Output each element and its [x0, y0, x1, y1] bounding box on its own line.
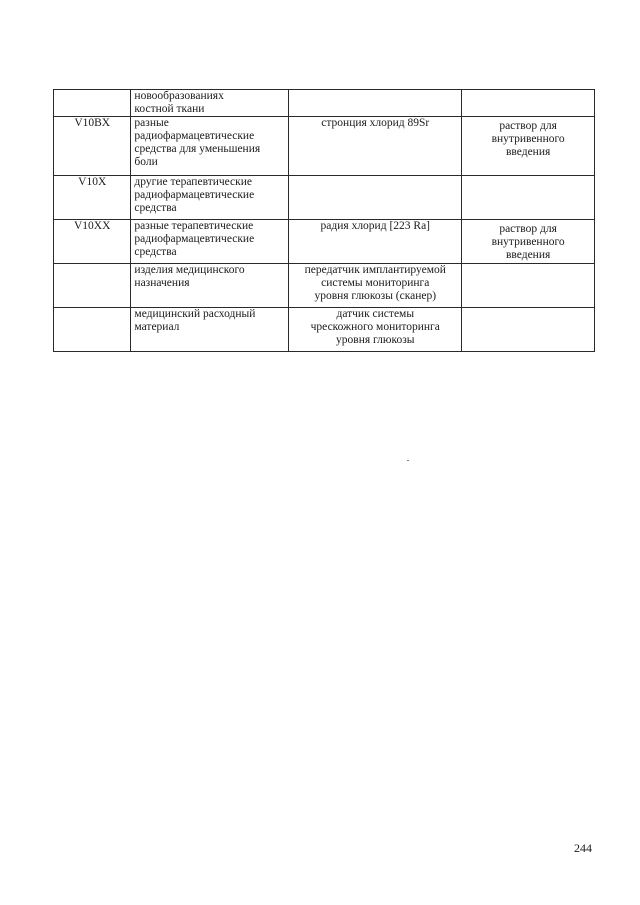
dosage-form-cell [462, 90, 595, 117]
dosage-form-cell [462, 176, 595, 220]
substance-text: радия хлорид [223 Ra] [320, 220, 430, 232]
group-name-cell [131, 264, 289, 308]
table-row [54, 90, 595, 117]
drug-table [53, 89, 595, 352]
substance-cell [289, 308, 462, 352]
group-name-cell [131, 90, 289, 117]
scan-speck [407, 460, 409, 461]
dosage-form-text: раствор для внутривенного введения [491, 223, 565, 261]
atc-code-cell: V10BX [54, 117, 131, 176]
atc-code-cell: V10X [54, 176, 131, 220]
group-name-text: разные терапевтические радиофармацевтические средства [134, 220, 255, 258]
dosage-form-cell [462, 117, 595, 176]
substance-text: датчик системы чрескожного мониторинга уровня глюкозы [310, 308, 440, 346]
group-name-text: изделия медицинского назначения [134, 264, 245, 289]
table-row [54, 308, 595, 352]
table-row [54, 176, 595, 220]
substance-cell [289, 220, 462, 264]
dosage-form-cell [462, 220, 595, 264]
dosage-form-cell [462, 308, 595, 352]
substance-text: стронция хлорид 89Sr [321, 117, 430, 129]
atc-code-cell: V10XX [54, 220, 131, 264]
group-name-cell [131, 220, 289, 264]
group-name-text: новообразованиях костной ткани [134, 90, 224, 115]
group-name-text: разные радиофармацевтические средства для уменьшения боли [134, 117, 261, 168]
substance-cell [289, 264, 462, 308]
substance-cell [289, 90, 462, 117]
page-number: 244 [574, 841, 592, 855]
group-name-text: другие терапевтические радиофармацевтические средства [134, 176, 255, 214]
table-row [54, 264, 595, 308]
dosage-form-cell [462, 264, 595, 308]
group-name-cell [131, 176, 289, 220]
substance-cell [289, 176, 462, 220]
group-name-cell [131, 308, 289, 352]
dosage-form-text: раствор для внутривенного введения [491, 120, 565, 158]
atc-code-cell [54, 264, 131, 308]
atc-code-cell [54, 90, 131, 117]
group-name-cell [131, 117, 289, 176]
substance-text: передатчик имплантируемой системы мониторинга уровня глюкозы (сканер) [304, 264, 446, 302]
table-row [54, 117, 595, 176]
atc-code-cell [54, 308, 131, 352]
substance-cell [289, 117, 462, 176]
group-name-text: медицинский расходный материал [134, 308, 256, 333]
table-row [54, 220, 595, 264]
